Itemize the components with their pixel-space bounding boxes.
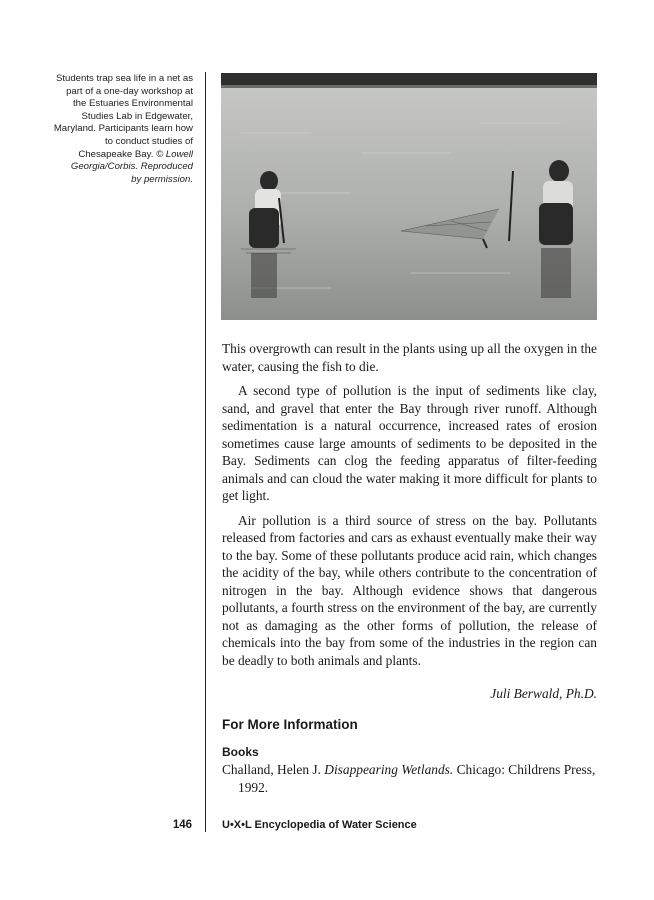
author-byline: Juli Berwald, Ph.D. — [490, 686, 597, 701]
book-publisher: Chicago: Childrens Press, 1992. — [238, 762, 596, 795]
photo-caption — [30, 73, 193, 186]
running-title: U•X•L Encyclopedia of Water Science — [222, 819, 417, 831]
students-netting-photo — [221, 73, 597, 320]
paragraph: Air pollution is a third source of stress on the bay. Pollutants released from factories and cars as exhaust eventually make their way to the bay. Some of these pollutants produce acid rain, which changes the acidity of the bay, while others contribute to the concentration of nitrogen in the bay. Although evidence shows that dangerous pollutants, a fourth stress on the environment of the bay, are currently not as damaging as the other forms of pollution, the release of chemicals into the bay from some of the industries in the region can be deadly to both animals and plants. — [222, 512, 597, 668]
book-author: Challand, Helen J. — [222, 762, 321, 777]
section-heading: For More Information — [222, 717, 358, 732]
books-heading: Books — [222, 745, 259, 759]
article-body — [222, 340, 597, 676]
book-reference — [222, 761, 597, 797]
page-number: 146 — [172, 819, 192, 831]
paragraph: A second type of pollution is the input of sediments like clay, sand, and gravel that enter the Bay through river runoff. Although sedimentation is a natural occurrence, increased rates of erosion sometimes cause large amounts of sediments to be deposited in the Bay. Sediments can clog the feeding apparatus of filter-feeding animals and can cloud the water making it more difficult for plants to get light. — [222, 383, 597, 503]
paragraph: This overgrowth can result in the plants using up all the oxygen in the water, causing the fish to die. — [222, 341, 597, 374]
photo-credit: Georgia/Corbis. Reproduced — [70, 161, 193, 173]
margin-rule — [205, 72, 206, 832]
caption-line: Students trap sea life in a net as — [55, 73, 193, 84]
caption-line: Maryland. Participants learn how — [53, 123, 193, 135]
caption-line: Chesapeake Bay. — [78, 148, 154, 160]
photo-credit: by permission. — [131, 173, 193, 185]
caption-line: to conduct studies of — [105, 135, 193, 147]
photo-credit: © Lowell — [156, 148, 193, 160]
caption-line: Studies Lab in Edgewater, — [81, 110, 193, 122]
caption-line: the Estuaries Environmental — [73, 98, 193, 110]
caption-line: part of a one-day workshop at — [66, 85, 193, 97]
book-title: Disappearing Wetlands. — [324, 762, 454, 777]
